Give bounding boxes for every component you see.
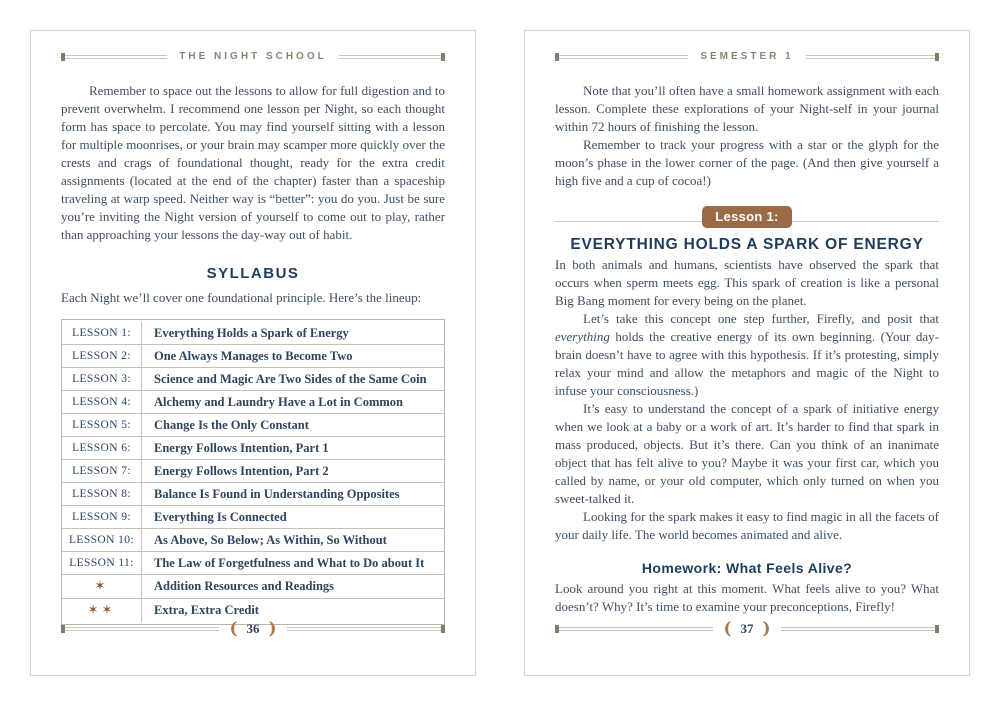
left-page-footer xyxy=(61,621,445,637)
table-row xyxy=(62,482,444,505)
footer-rule-left xyxy=(559,627,713,631)
lesson-title-cell: Balance Is Found in Understanding Opposites xyxy=(154,487,400,501)
intro-paragraph: Remember to space out the lessons to allow for full digestion and to prevent overwhelm. I recommend one lesson per Night, so each thought form has space to percolate. You may find yourself sitting with a lesson for multiple moonrises, or your brain may scamper more quickly over the crests and crags of foundational thought, ready for the extra credit assignments (located at the end of the chapter) faster than a spaceship traveling at warp speed. Neither way is “better”: you do you. Just be sure you’re inviting the Night version of yourself to come out to play, rather than approaching your lessons the day-way out of habit. xyxy=(61,83,445,242)
lesson-title-cell: Energy Follows Intention, Part 2 xyxy=(154,464,329,478)
star-icon: ✶ xyxy=(62,575,142,598)
syllabus-intro: Each Night we’ll cover one foundational principle. Here’s the lineup: xyxy=(61,290,422,305)
page-number-group xyxy=(713,621,780,637)
lesson-title-cell: Science and Magic Are Two Sides of the Same Coin xyxy=(154,372,427,386)
table-row xyxy=(62,390,444,413)
table-row xyxy=(62,551,444,574)
lesson-number-cell: LESSON 5: xyxy=(62,414,142,436)
lesson-paragraph-2-end: holds the creative energy of its own beginning. (Your day-brain doesn’t have to agree with this hypothesis. If it’s protesting, simply relax your mind and allow the metaphors and magic of the Night to infuse your consciousness.) xyxy=(555,329,939,398)
table-row xyxy=(62,528,444,551)
rule-end-cap-icon xyxy=(935,625,939,633)
left-running-header xyxy=(61,51,445,62)
lesson-number-cell: LESSON 11: xyxy=(62,552,142,574)
paren-right-icon: ) xyxy=(762,619,771,639)
header-rule-right xyxy=(339,55,441,59)
rule-end-cap-icon xyxy=(935,53,939,61)
running-header-title: SEMESTER 1 xyxy=(700,51,794,62)
left-page xyxy=(30,30,476,676)
lesson-title-cell: As Above, So Below; As Within, So Without xyxy=(154,533,387,547)
table-row xyxy=(62,459,444,482)
lesson-title-cell: Everything Holds a Spark of Energy xyxy=(154,326,349,340)
lesson-title-cell: Change Is the Only Constant xyxy=(154,418,309,432)
lesson-title-cell: Extra, Extra Credit xyxy=(154,603,259,617)
right-page xyxy=(524,30,970,676)
lesson-number-cell: LESSON 10: xyxy=(62,529,142,551)
header-rule-left xyxy=(559,55,688,59)
paren-left-icon: ( xyxy=(723,619,732,639)
lesson-number-cell: LESSON 7: xyxy=(62,460,142,482)
page-number-group xyxy=(219,621,286,637)
paren-left-icon: ( xyxy=(229,619,238,639)
syllabus-table xyxy=(61,319,445,625)
note-paragraph: Note that you’ll often have a small homework assignment with each lesson. Complete these explorations of your Night-self in your journal within 72 hours of finishing the lesson. xyxy=(555,83,939,134)
double-star-icon: ✶✶ xyxy=(62,599,142,622)
right-running-header xyxy=(555,51,939,62)
page-number: 36 xyxy=(246,621,260,636)
table-row xyxy=(62,322,444,345)
lesson-number-cell: LESSON 2: xyxy=(62,345,142,367)
table-row xyxy=(62,367,444,390)
lesson-paragraph-2-start: Let’s take this concept one step further, Firefly, and posit that xyxy=(583,311,939,326)
lesson-number-cell: LESSON 8: xyxy=(62,483,142,505)
footer-rule-left xyxy=(65,627,219,631)
lesson-title-cell: The Law of Forgetfulness and What to Do about It xyxy=(154,556,425,570)
table-row xyxy=(62,413,444,436)
lesson-title-cell: Everything Is Connected xyxy=(154,510,287,524)
table-row-extra-credit xyxy=(62,598,444,622)
lesson-paragraph-2 xyxy=(555,310,939,400)
rule-end-cap-icon xyxy=(441,625,445,633)
header-rule-left xyxy=(65,55,167,59)
syllabus-heading: SYLLABUS xyxy=(206,265,300,282)
lesson-number-cell: LESSON 6: xyxy=(62,437,142,459)
lesson-number-cell: LESSON 4: xyxy=(62,391,142,413)
table-row xyxy=(62,345,444,367)
lesson-title-cell: Alchemy and Laundry Have a Lot in Common xyxy=(154,395,403,409)
homework-heading: Homework: What Feels Alive? xyxy=(641,560,853,576)
footer-rule-right xyxy=(781,627,935,631)
lesson-title-cell: Energy Follows Intention, Part 1 xyxy=(154,441,329,455)
footer-rule-right xyxy=(287,627,441,631)
lesson-paragraph-3: It’s easy to understand the concept of a spark of initiative energy when we look at a baby or a work of art. It’s harder to find that spark in mass produced, objects. But it’s there. Can you think of an inanimate object that has felt alive to you? Maybe it was your first car, which you called by name, or your old computer, which only turned on when you sweet-talked it. xyxy=(555,401,939,506)
lesson-title-cell: Addition Resources and Readings xyxy=(154,579,335,593)
table-row xyxy=(62,505,444,528)
lesson-title-cell: One Always Manages to Become Two xyxy=(154,349,353,363)
lesson-paragraph-1: In both animals and humans, scientists have observed the spark that occurs when sperm meets egg. This spark of creation is like a personal Big Bang moment for every being on the planet. xyxy=(555,257,939,308)
running-header-title: THE NIGHT SCHOOL xyxy=(179,51,327,62)
lesson-number-cell: LESSON 1: xyxy=(62,322,142,344)
paren-right-icon: ) xyxy=(268,619,277,639)
page-number: 37 xyxy=(740,621,754,636)
right-page-footer xyxy=(555,621,939,637)
lesson-number-cell: LESSON 9: xyxy=(62,506,142,528)
lesson-number-cell: LESSON 3: xyxy=(62,368,142,390)
lesson-paragraph-4: Looking for the spark makes it easy to find magic in all the facets of your daily life. The world becomes animated and alive. xyxy=(555,509,939,542)
header-rule-right xyxy=(806,55,935,59)
lesson-badge-rule xyxy=(555,206,939,230)
table-row xyxy=(62,436,444,459)
rule-end-cap-icon xyxy=(441,53,445,61)
homework-paragraph: Look around you right at this moment. What feels alive to you? What doesn’t? Why? It’s time to examine your preconceptions, Firefly! xyxy=(555,581,939,614)
lesson-title-heading: EVERYTHING HOLDS A SPARK OF ENERGY xyxy=(570,236,924,253)
table-row-extra-resources xyxy=(62,574,444,598)
lesson-badge: Lesson 1: xyxy=(702,206,791,228)
italic-word: everything xyxy=(555,329,610,344)
track-paragraph: Remember to track your progress with a star or the glyph for the moon’s phase in the lower corner of the page. (And then give yourself a high five and a cup of cocoa!) xyxy=(555,137,939,188)
